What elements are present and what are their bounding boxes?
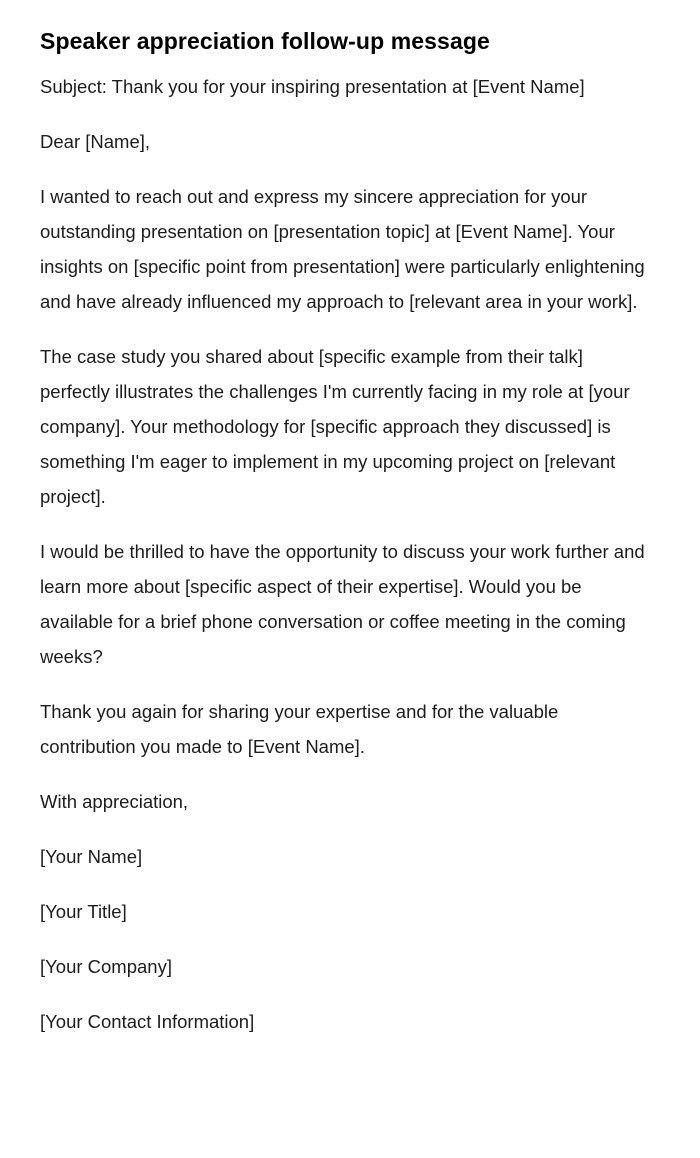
document-title: Speaker appreciation follow-up message: [40, 28, 490, 54]
body-paragraph-3: I would be thrilled to have the opportunity to discuss your work further and learn more about [specific aspect of their expertise]. Would you be available for a brief phone conversation or coffee meeting in the coming weeks?: [40, 541, 645, 667]
body-paragraph-2: The case study you shared about [specific example from their talk] perfectly illustrates the challenges I'm currently facing in my role at [your company]. Your methodology for [specific approach they discussed] is something I'm eager to implement in my upcoming project on [relevant project].: [40, 346, 630, 507]
body-paragraph-1: I wanted to reach out and express my sincere appreciation for your outstanding presentation on [presentation topic] at [Event Name]. Your insights on [specific point from presentation] were particularly enlightening and have already influenced my approach to [relevant area in your work].: [40, 186, 645, 312]
subject-line: Subject: Thank you for your inspiring presentation at [Event Name]: [40, 76, 585, 97]
signature-title: [Your Title]: [40, 901, 127, 922]
signature-name: [Your Name]: [40, 846, 143, 867]
closing-line: With appreciation,: [40, 791, 189, 812]
salutation: Dear [Name],: [40, 131, 151, 152]
body-paragraph-4: Thank you again for sharing your expertise and for the valuable contribution you made to [Event Name].: [40, 701, 559, 757]
signature-company: [Your Company]: [40, 956, 172, 977]
signature-contact: [Your Contact Information]: [40, 1011, 255, 1032]
